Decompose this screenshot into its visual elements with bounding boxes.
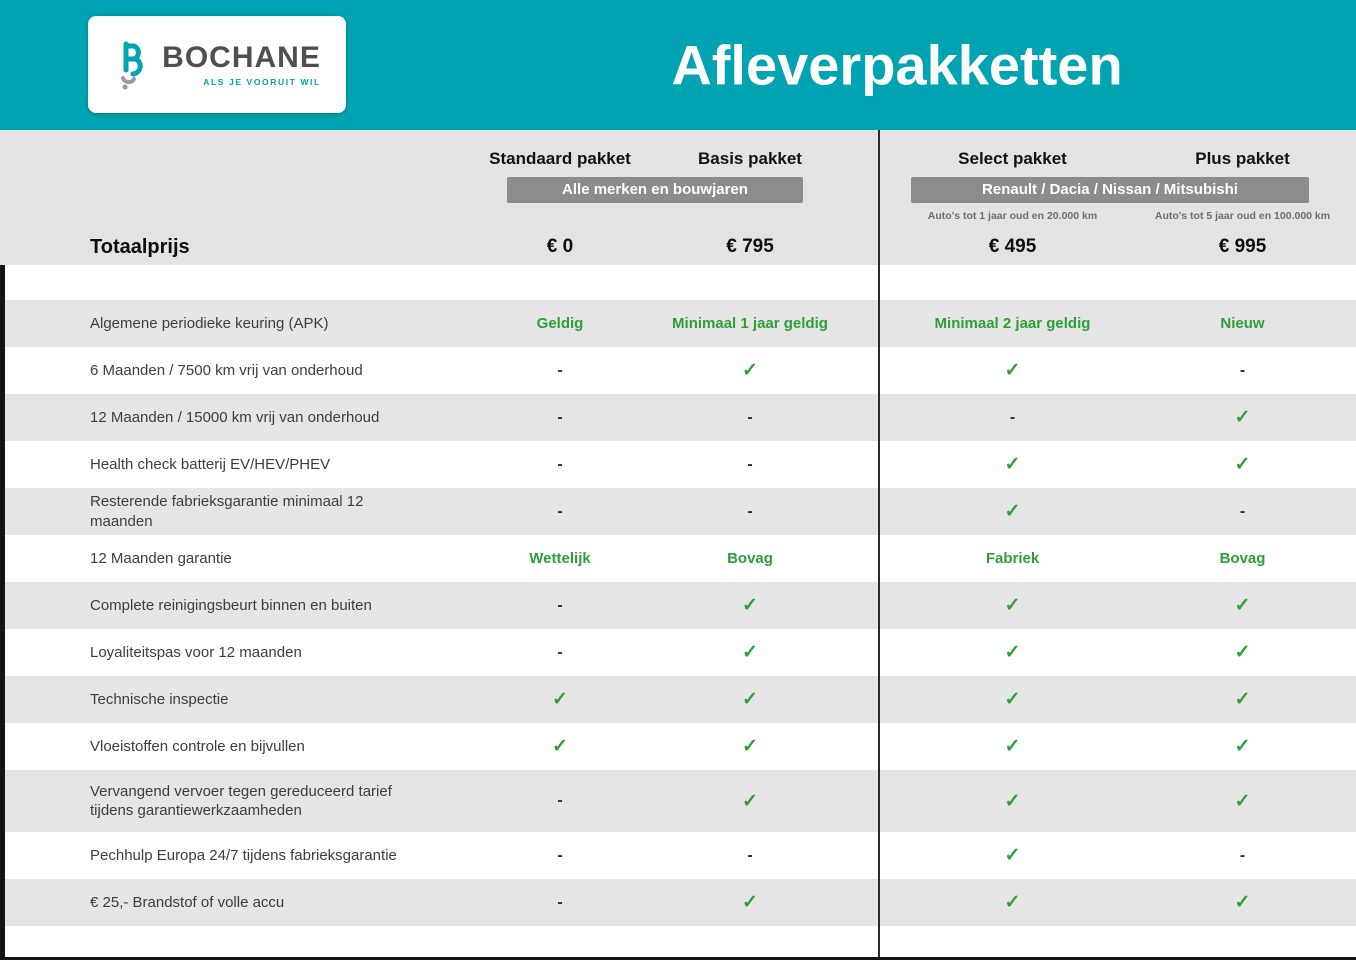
feature-value: ✓	[1234, 595, 1251, 616]
table-row	[0, 535, 1356, 582]
feature-value: ✓	[1004, 790, 1021, 812]
feature-value: -	[557, 455, 563, 473]
price-standaard: € 0	[546, 236, 574, 257]
table-row	[0, 347, 1356, 394]
top-banner	[0, 0, 1356, 130]
column-headers	[0, 143, 1356, 175]
feature-value: ✓	[742, 736, 758, 757]
feature-value: Minimaal 2 jaar geldig	[934, 315, 1091, 332]
feature-value: ✓	[1004, 689, 1021, 710]
feature-value: Bovag	[727, 550, 773, 567]
feature-value: ✓	[742, 642, 758, 663]
feature-value: -	[747, 455, 753, 473]
price-basis: € 795	[726, 236, 774, 257]
feature-value: -	[557, 643, 563, 661]
feature-value: ✓	[1004, 892, 1021, 913]
table-row	[0, 676, 1356, 723]
feature-value: -	[557, 596, 563, 614]
column-header-basis: Basis pakket	[698, 149, 802, 168]
feature-value: ✓	[552, 689, 568, 710]
totals-label: Totaalprijs	[90, 235, 190, 258]
feature-value: Fabriek	[985, 550, 1040, 567]
vertical-divider	[878, 130, 880, 960]
package-notes	[0, 205, 1356, 227]
feature-value: ✓	[742, 790, 758, 812]
spacer-row	[0, 265, 1356, 300]
feature-value: ✓	[742, 689, 758, 710]
feature-label: Vervangend vervoer tegen gereduceerd tarief tijdens garantiewerkzaamheden	[90, 782, 392, 819]
table-row	[0, 770, 1356, 832]
feature-value: ✓	[552, 736, 568, 757]
column-header-standaard: Standaard pakket	[489, 149, 631, 168]
feature-label: 12 Maanden garantie	[90, 549, 232, 567]
table-row	[0, 582, 1356, 629]
feature-value: Nieuw	[1220, 315, 1265, 332]
feature-value: -	[557, 846, 563, 864]
price-select: € 495	[988, 236, 1037, 257]
feature-value: ✓	[742, 595, 758, 616]
feature-value: ✓	[1234, 736, 1251, 757]
feature-value: ✓	[1234, 892, 1251, 913]
bochane-logo-icon	[113, 37, 153, 93]
feature-value: Wettelijk	[529, 550, 591, 567]
table-row	[0, 394, 1356, 441]
feature-value: ✓	[1234, 454, 1251, 475]
feature-value: Minimaal 1 jaar geldig	[672, 315, 828, 332]
bochane-logo	[88, 16, 346, 113]
note-select: Auto's tot 1 jaar oud en 20.000 km	[927, 210, 1098, 222]
feature-label: Loyaliteitspas voor 12 maanden	[90, 643, 302, 661]
logo-wordmark: BOCHANE	[162, 40, 321, 74]
feature-value: ✓	[1234, 689, 1251, 710]
feature-value: -	[557, 502, 563, 520]
table-row	[0, 879, 1356, 926]
packages-header-band	[0, 130, 1356, 265]
feature-value: -	[1239, 846, 1246, 864]
badge-alle-merken: Alle merken en bouwjaren	[507, 177, 803, 203]
feature-label: Resterende fabrieksgarantie minimaal 12 maanden	[90, 493, 364, 530]
column-header-plus: Plus pakket	[1195, 149, 1290, 168]
feature-value: ✓	[1004, 454, 1021, 475]
feature-label: Complete reinigingsbeurt binnen en buiten	[90, 596, 372, 614]
feature-value: ✓	[1234, 790, 1251, 812]
note-plus: Auto's tot 5 jaar oud en 100.000 km	[1154, 210, 1331, 222]
table-row	[0, 629, 1356, 676]
feature-value: ✓	[1004, 845, 1021, 866]
feature-value: ✓	[1004, 736, 1021, 757]
feature-value: ✓	[742, 360, 758, 381]
left-edge-rule	[0, 265, 5, 957]
feature-value: ✓	[742, 892, 758, 913]
feature-value: -	[557, 893, 563, 911]
feature-value: ✓	[1004, 642, 1021, 663]
price-plus: € 995	[1218, 236, 1267, 257]
feature-label: Vloeistoffen controle en bijvullen	[90, 737, 305, 755]
feature-label: 12 Maanden / 15000 km vrij van onderhoud	[90, 408, 380, 426]
feature-label: € 25,- Brandstof of volle accu	[90, 893, 285, 911]
feature-label: Health check batterij EV/HEV/PHEV	[90, 455, 331, 473]
feature-value: ✓	[1004, 360, 1021, 381]
feature-value: -	[747, 408, 753, 426]
feature-value: -	[747, 846, 753, 864]
feature-value: -	[557, 792, 563, 809]
feature-value: Geldig	[536, 315, 584, 332]
badge-renault-dacia-nissan-mitsubishi: Renault / Dacia / Nissan / Mitsubishi	[911, 177, 1309, 203]
feature-value: Bovag	[1219, 550, 1266, 567]
column-header-select: Select pakket	[958, 149, 1067, 168]
table-row	[0, 300, 1356, 347]
feature-value: ✓	[1004, 501, 1021, 522]
page-title: Afleverpakketten	[671, 33, 1123, 97]
feature-label: Algemene periodieke keuring (APK)	[90, 314, 329, 332]
table-row	[0, 832, 1356, 879]
feature-value: ✓	[1004, 595, 1021, 616]
table-row	[0, 441, 1356, 488]
totals-row	[0, 229, 1356, 265]
group-badges	[0, 175, 1356, 205]
feature-label: Pechhulp Europa 24/7 tijdens fabrieksgarantie	[90, 846, 397, 864]
feature-label: Technische inspectie	[90, 690, 229, 708]
feature-value: -	[1009, 408, 1016, 426]
table-row	[0, 723, 1356, 770]
feature-value: -	[557, 408, 563, 426]
logo-tagline: ALS JE VOORUIT WIL	[203, 76, 321, 87]
logo-text	[162, 40, 321, 87]
feature-value: -	[747, 502, 753, 520]
feature-value: ✓	[1234, 642, 1251, 663]
feature-value: -	[1239, 502, 1246, 520]
table-row	[0, 488, 1356, 535]
feature-label: 6 Maanden / 7500 km vrij van onderhoud	[90, 361, 363, 379]
feature-value: -	[1239, 361, 1246, 379]
feature-value: ✓	[1234, 407, 1251, 428]
feature-value: -	[557, 361, 563, 379]
comparison-table	[0, 300, 1356, 926]
